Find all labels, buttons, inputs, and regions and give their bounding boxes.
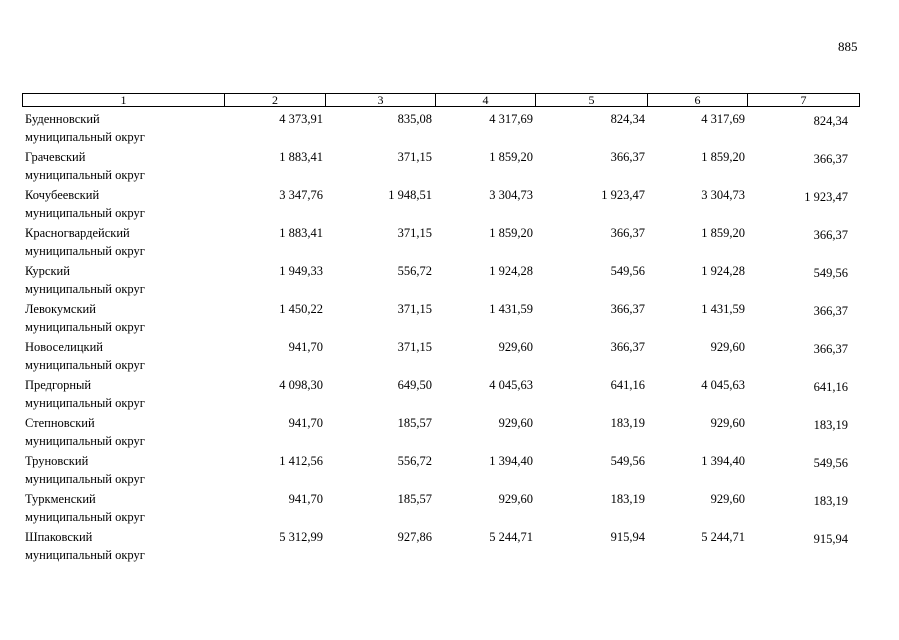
cell-col-3: 556,72 bbox=[397, 264, 432, 278]
district-name-line1: Буденновский bbox=[25, 112, 100, 126]
district-name-line2: муниципальный округ bbox=[25, 548, 145, 562]
cell-col-3: 371,15 bbox=[397, 150, 432, 164]
cell-col-4: 3 304,73 bbox=[489, 188, 533, 202]
table-header bbox=[22, 93, 860, 107]
district-name-line2: муниципальный округ bbox=[25, 130, 145, 144]
cell-col-5: 366,37 bbox=[610, 302, 645, 316]
cell-col-6: 4 317,69 bbox=[701, 112, 745, 126]
cell-col-6: 1 859,20 bbox=[701, 150, 745, 164]
cell-col-6: 1 394,40 bbox=[701, 454, 745, 468]
cell-col-5: 183,19 bbox=[610, 416, 645, 430]
cell-col-4: 1 924,28 bbox=[489, 264, 533, 278]
district-name-line1: Туркменский bbox=[25, 492, 96, 506]
cell-col-3: 649,50 bbox=[397, 378, 432, 392]
cell-col-7: 549,56 bbox=[813, 266, 848, 280]
table-row bbox=[0, 490, 899, 528]
district-name-line2: муниципальный округ bbox=[25, 510, 145, 524]
cell-col-2: 1 883,41 bbox=[279, 150, 323, 164]
district-name-line2: муниципальный округ bbox=[25, 472, 145, 486]
cell-col-7: 549,56 bbox=[813, 456, 848, 470]
district-name-line2: муниципальный округ bbox=[25, 434, 145, 448]
district-name-line2: муниципальный округ bbox=[25, 358, 145, 372]
district-name bbox=[25, 490, 145, 526]
cell-col-7: 824,34 bbox=[813, 114, 848, 128]
cell-col-7: 366,37 bbox=[813, 342, 848, 356]
district-name-line2: муниципальный округ bbox=[25, 282, 145, 296]
page-number: 885 bbox=[838, 39, 858, 54]
cell-col-4: 1 859,20 bbox=[489, 226, 533, 240]
cell-col-7: 183,19 bbox=[813, 418, 848, 432]
cell-col-3: 371,15 bbox=[397, 302, 432, 316]
cell-col-7: 915,94 bbox=[813, 532, 848, 546]
cell-col-2: 1 450,22 bbox=[279, 302, 323, 316]
cell-col-6: 1 431,59 bbox=[701, 302, 745, 316]
table-row bbox=[0, 452, 899, 490]
cell-col-2: 5 312,99 bbox=[279, 530, 323, 544]
cell-col-4: 4 317,69 bbox=[489, 112, 533, 126]
district-name-line1: Степновский bbox=[25, 416, 95, 430]
district-name-line1: Красногвардейский bbox=[25, 226, 130, 240]
table-row bbox=[0, 338, 899, 376]
district-name-line1: Предгорный bbox=[25, 378, 92, 392]
cell-col-7: 366,37 bbox=[813, 304, 848, 318]
cell-col-6: 4 045,63 bbox=[701, 378, 745, 392]
cell-col-7: 183,19 bbox=[813, 494, 848, 508]
district-name bbox=[25, 376, 145, 412]
district-name bbox=[25, 300, 145, 336]
district-name-line1: Новоселицкий bbox=[25, 340, 103, 354]
cell-col-2: 3 347,76 bbox=[279, 188, 323, 202]
table-row bbox=[0, 148, 899, 186]
cell-col-5: 1 923,47 bbox=[601, 188, 645, 202]
district-name bbox=[25, 528, 145, 564]
header-col-1: 1 bbox=[120, 93, 127, 107]
cell-col-3: 556,72 bbox=[397, 454, 432, 468]
header-col-5: 5 bbox=[588, 93, 595, 107]
cell-col-4: 5 244,71 bbox=[489, 530, 533, 544]
cell-col-3: 185,57 bbox=[397, 492, 432, 506]
cell-col-2: 4 098,30 bbox=[279, 378, 323, 392]
cell-col-3: 371,15 bbox=[397, 226, 432, 240]
cell-col-4: 1 859,20 bbox=[489, 150, 533, 164]
district-name bbox=[25, 224, 145, 260]
table-row bbox=[0, 186, 899, 224]
header-col-2: 2 bbox=[272, 93, 278, 107]
district-name-line2: муниципальный округ bbox=[25, 396, 145, 410]
district-name-line1: Левокумский bbox=[25, 302, 96, 316]
cell-col-7: 366,37 bbox=[813, 152, 848, 166]
cell-col-6: 3 304,73 bbox=[701, 188, 745, 202]
cell-col-6: 1 859,20 bbox=[701, 226, 745, 240]
district-name bbox=[25, 262, 145, 298]
cell-col-6: 5 244,71 bbox=[701, 530, 745, 544]
district-name-line1: Курский bbox=[25, 264, 70, 278]
cell-col-2: 1 412,56 bbox=[279, 454, 323, 468]
district-name-line1: Труновский bbox=[25, 454, 89, 468]
cell-col-5: 549,56 bbox=[610, 454, 645, 468]
district-name-line2: муниципальный округ bbox=[25, 244, 145, 258]
cell-col-5: 366,37 bbox=[610, 150, 645, 164]
table-row bbox=[0, 414, 899, 452]
cell-col-5: 366,37 bbox=[610, 226, 645, 240]
district-name bbox=[25, 452, 145, 488]
district-name bbox=[25, 338, 145, 374]
cell-col-6: 929,60 bbox=[710, 416, 745, 430]
table-row bbox=[0, 110, 899, 148]
table-row bbox=[0, 262, 899, 300]
cell-col-3: 185,57 bbox=[397, 416, 432, 430]
district-name bbox=[25, 186, 145, 222]
header-col-6: 6 bbox=[694, 93, 701, 107]
cell-col-4: 929,60 bbox=[498, 416, 533, 430]
cell-col-6: 929,60 bbox=[710, 492, 745, 506]
cell-col-7: 641,16 bbox=[813, 380, 848, 394]
header-col-4: 4 bbox=[482, 93, 489, 107]
cell-col-7: 1 923,47 bbox=[804, 190, 848, 204]
cell-col-2: 1 949,33 bbox=[279, 264, 323, 278]
cell-col-2: 941,70 bbox=[288, 492, 323, 506]
cell-col-2: 941,70 bbox=[288, 340, 323, 354]
cell-col-3: 835,08 bbox=[397, 112, 432, 126]
cell-col-6: 1 924,28 bbox=[701, 264, 745, 278]
cell-col-3: 927,86 bbox=[397, 530, 432, 544]
district-name bbox=[25, 148, 145, 184]
cell-col-5: 366,37 bbox=[610, 340, 645, 354]
cell-col-4: 1 431,59 bbox=[489, 302, 533, 316]
district-name-line2: муниципальный округ bbox=[25, 320, 145, 334]
district-name-line1: Шпаковский bbox=[25, 530, 93, 544]
cell-col-2: 1 883,41 bbox=[279, 226, 323, 240]
cell-col-3: 371,15 bbox=[397, 340, 432, 354]
cell-col-4: 929,60 bbox=[498, 340, 533, 354]
table-row bbox=[0, 528, 899, 566]
cell-col-2: 941,70 bbox=[288, 416, 323, 430]
district-name-line1: Кочубеевский bbox=[25, 188, 100, 202]
district-name bbox=[25, 414, 145, 450]
district-name-line2: муниципальный округ bbox=[25, 168, 145, 182]
cell-col-3: 1 948,51 bbox=[388, 188, 432, 202]
district-name bbox=[25, 110, 145, 146]
cell-col-2: 4 373,91 bbox=[279, 112, 323, 126]
table-row bbox=[0, 224, 899, 262]
table-row bbox=[0, 300, 899, 338]
cell-col-4: 929,60 bbox=[498, 492, 533, 506]
district-name-line2: муниципальный округ bbox=[25, 206, 145, 220]
cell-col-5: 641,16 bbox=[610, 378, 645, 392]
header-col-7: 7 bbox=[800, 93, 807, 107]
district-name-line1: Грачевский bbox=[25, 150, 86, 164]
header-col-3: 3 bbox=[377, 93, 384, 107]
table-row bbox=[0, 376, 899, 414]
cell-col-5: 915,94 bbox=[610, 530, 645, 544]
cell-col-5: 183,19 bbox=[610, 492, 645, 506]
cell-col-4: 4 045,63 bbox=[489, 378, 533, 392]
cell-col-5: 549,56 bbox=[610, 264, 645, 278]
cell-col-6: 929,60 bbox=[710, 340, 745, 354]
cell-col-4: 1 394,40 bbox=[489, 454, 533, 468]
cell-col-7: 366,37 bbox=[813, 228, 848, 242]
cell-col-5: 824,34 bbox=[610, 112, 645, 126]
